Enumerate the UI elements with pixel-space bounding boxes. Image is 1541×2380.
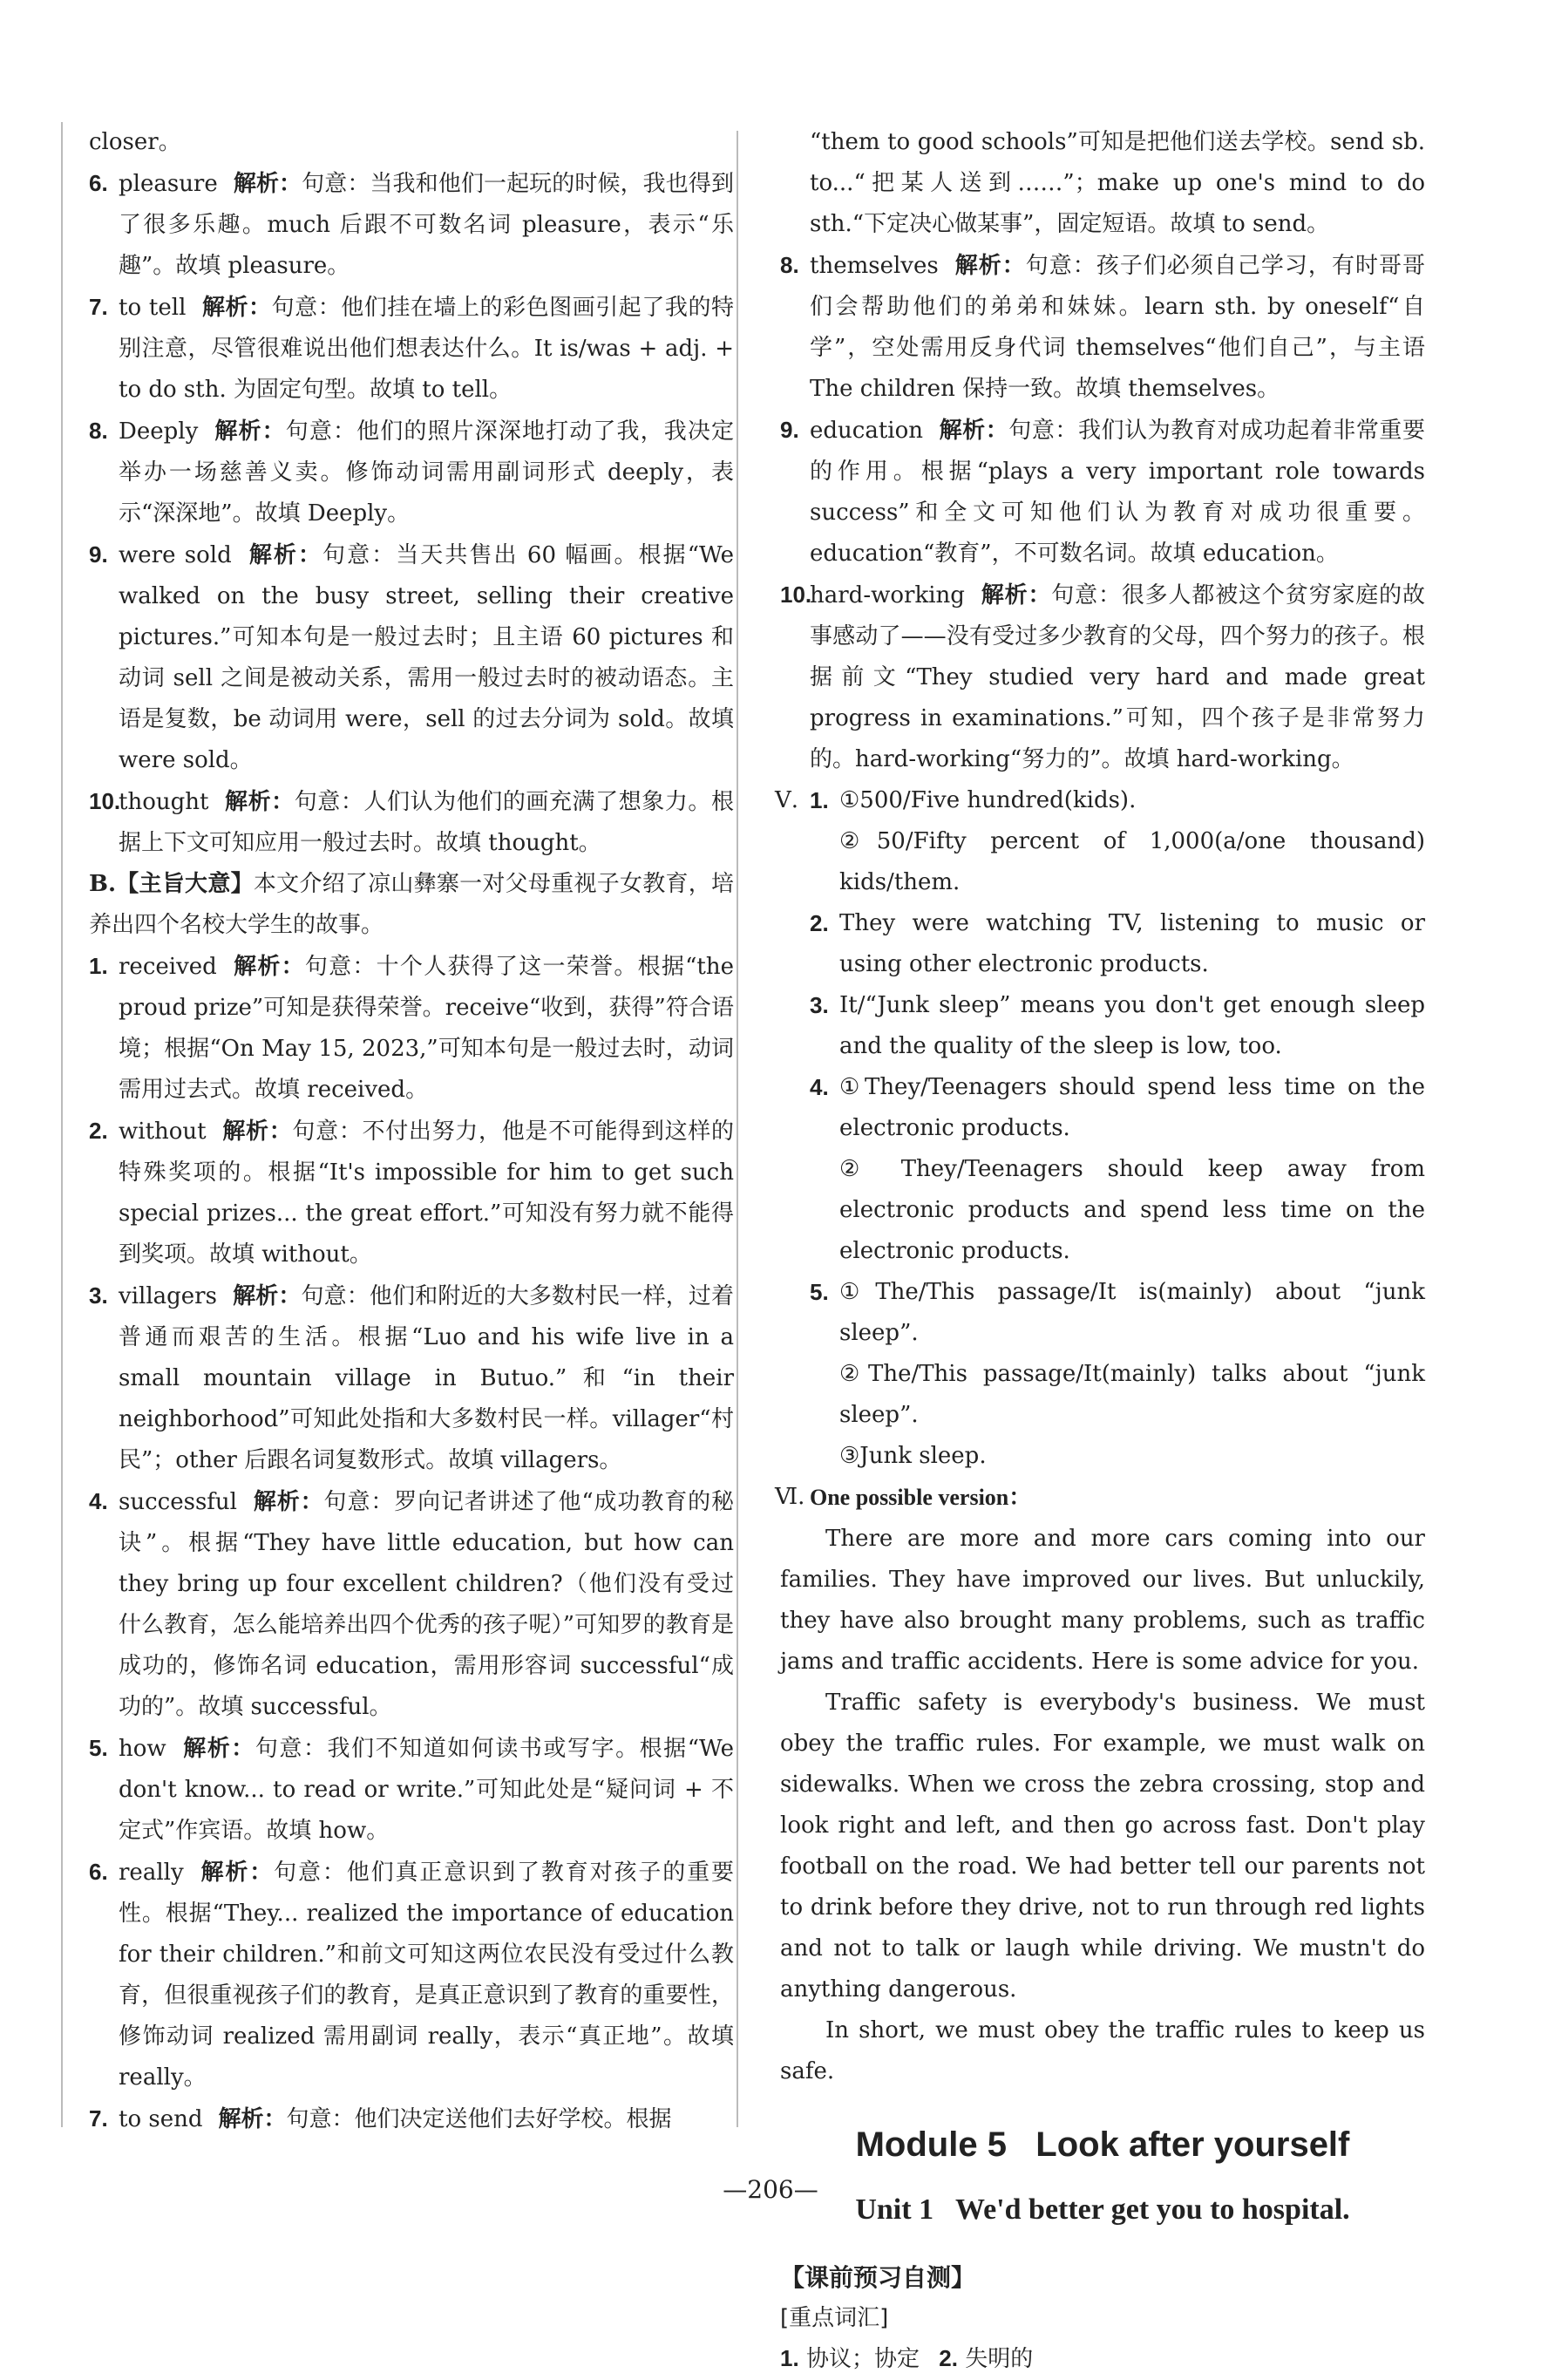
section-v-item <box>810 1272 1425 1477</box>
item-analysis-label: 解析： <box>201 294 272 320</box>
item-analysis-label: 解析： <box>232 1282 302 1309</box>
column-divider <box>737 131 738 2127</box>
item-number: 4. <box>89 1488 108 1514</box>
item-analysis-label: 解析： <box>233 170 302 196</box>
answer-item <box>89 2098 734 2140</box>
item-number: 6. <box>89 170 108 196</box>
item-answer: thought <box>119 789 209 815</box>
item-analysis-text: 句意：十个人获得了这一荣誉。根据“the proud prize”可知是获得荣誉。receive“收到，获得”符合语境；根据“On May 15, 2023,”可知本句是一般过去时，动词需用过去式。故填 received。 <box>119 954 734 1103</box>
item-number: 10. <box>780 581 812 608</box>
item-analysis-label: 解析： <box>939 417 1009 443</box>
vocab-text-2: 失明的 <box>965 2346 1034 2372</box>
section-v <box>775 780 1425 1477</box>
carry-text: closer。 <box>89 129 181 155</box>
answer-item <box>89 1728 734 1852</box>
answers-right <box>780 245 1425 780</box>
answer-item <box>89 163 734 287</box>
item-number: 1. <box>89 953 108 979</box>
item-answer: pleasure <box>119 171 218 197</box>
answer-item <box>780 245 1425 410</box>
essay <box>780 1519 1425 2092</box>
item-answer: how <box>119 1736 166 1762</box>
item-answer: villagers <box>119 1283 217 1309</box>
item-number: 3. <box>89 1282 108 1309</box>
item-line: ② They/Teenagers should keep away from electronic products and spend less time on the electronic products. <box>839 1156 1425 1264</box>
unit-title: Unit 1 We'd better get you to hospital. <box>855 2193 1350 2226</box>
item-answer: successful <box>119 1489 237 1515</box>
item-line: ②The/This passage/It(mainly) talks about “junk sleep”. <box>839 1361 1425 1428</box>
item-analysis-label: 解析： <box>252 1488 324 1514</box>
item-analysis-text: 句意：他们的照片深深地打动了我，我决定举办一场慈善义卖。修饰动词需用副词形式 deeply，表示“深深地”。故填 Deeply。 <box>119 418 734 527</box>
left-column <box>61 122 734 2132</box>
vocab-heading: [重点词汇] <box>780 2305 889 2331</box>
item-number: 7. <box>89 2105 108 2132</box>
item-number: 10. <box>89 788 121 814</box>
item-analysis-label: 解析： <box>214 418 286 444</box>
item-answer: really <box>119 1860 184 1886</box>
answer-item <box>89 1275 734 1481</box>
answers-part-b <box>89 946 734 2140</box>
item-line: ②50/Fifty percent of 1,000(a/one thousand) kids/them. <box>839 828 1425 895</box>
section-v-item <box>810 1067 1425 1272</box>
answer-item <box>89 411 734 534</box>
vocab-text-1: 协议；协定 <box>805 2346 920 2372</box>
preview-heading: 【课前预习自测】 <box>780 2263 976 2292</box>
item-number: 7. <box>89 294 108 320</box>
item-analysis-label: 解析： <box>218 2105 287 2132</box>
item-number: 1. <box>810 787 829 813</box>
item-line: ①They/Teenagers should spend less time on the electronic products. <box>839 1074 1425 1141</box>
item-number: 9. <box>89 541 108 568</box>
item-analysis-text: 句意：很多人都被这个贫穷家庭的故事感动了——没有受过多少教育的父母，四个努力的孩子。根据前文“They studied very hard and made great progress in examinations.”可知，四个孩子是非常努力的。hard-working“努力的”。故填 hard-working。 <box>810 582 1425 772</box>
item-line: ③Junk sleep. <box>839 1443 987 1469</box>
essay-paragraph: In short, we must obey the traffic rules to keep us safe. <box>780 2017 1425 2084</box>
vocab-line <box>780 2338 1425 2380</box>
item-number: 8. <box>780 252 799 278</box>
item-analysis-text: 句意：他们挂在墙上的彩色图画引起了我的特别注意，尽管很难说出他们想表达什么。It is/was + adj. + to do sth. 为固定句型。故填 to tell。 <box>119 295 734 403</box>
item-analysis-label: 解析： <box>224 788 295 814</box>
item-analysis-label: 解析： <box>954 252 1026 278</box>
answer-item <box>89 781 734 864</box>
item-number: 3. <box>810 992 829 1018</box>
item-answer: without <box>119 1119 207 1145</box>
item-analysis-text: 句意：他们决定送他们去好学校。根据 <box>286 2106 672 2132</box>
item-answer: to tell <box>119 295 187 321</box>
section-b-text: 本文介绍了凉山彝寨一对父母重视子女教育，培养出四个名校大学生的故事。 <box>89 871 734 938</box>
module-title: Module 5 Look after yourself <box>855 2125 1350 2164</box>
section-b-summary <box>89 864 734 946</box>
section-v-items <box>810 780 1425 1477</box>
answer-item <box>89 1852 734 2098</box>
answer-item <box>89 1481 734 1728</box>
item-line: ①The/This passage/It is(mainly) about “junk sleep”. <box>839 1279 1425 1346</box>
section-v-label: Ⅴ. <box>775 787 799 813</box>
item-line: They were watching TV, listening to music or using other electronic products. <box>839 910 1425 977</box>
item-analysis-text: 句意：人们认为他们的画充满了想象力。根据上下文可知应用一般过去时。故填 thought。 <box>119 789 734 856</box>
page-number: —206— <box>723 2175 818 2204</box>
answer-item <box>780 575 1425 780</box>
section-vi-heading: One possible version： <box>810 1485 1032 1510</box>
item-line: ①500/Five hundred(kids). <box>839 787 1137 813</box>
item-analysis-text: 句意：罗向记者讲述了他“成功教育的秘诀”。根据“They have little education, but how can they bring up four excellent children?（他们没有受过什么教育，怎么能培养出四个优秀的孩子呢）”可知罗的教育是成功的，修饰名词 education，需用形容词 successful“成功的”。故填 successful。 <box>119 1489 734 1720</box>
item-number: 2. <box>810 910 829 936</box>
essay-paragraph: There are more and more cars coming into our families. They have improved our lives. But unluckily, they have also brought many problems, such as traffic jams and traffic accidents. Here is some advice for you. <box>780 1526 1425 1675</box>
item-analysis-text: 句意：不付出努力，他是不可能得到这样的特殊奖项的。根据“It's impossible for him to get such special prizes... the great effort.”可知没有努力就不能得到奖项。故填 without。 <box>119 1119 734 1268</box>
item-answer: were sold <box>119 542 232 568</box>
item-answer: Deeply <box>119 418 199 445</box>
section-vi <box>775 1477 1425 1519</box>
item-analysis-label: 解析： <box>247 541 323 568</box>
item-analysis-text: 句意：他们和附近的大多数村民一样，过着普通而艰苦的生活。根据“Luo and his wife live in a small mountain village in Butuo.”和“in their neighborhood”可知此处指和大多数村民一样。villager“村民”；other 后跟名词复数形式。故填 villagers。 <box>119 1283 734 1473</box>
item-answer: to send <box>119 2106 203 2132</box>
answers-part-a <box>89 163 734 864</box>
item-analysis-text: 句意：我们认为教育对成功起着非常重要的作用。根据“plays a very important role towards success”和全文可知他们认为教育对成功很重要。education“教育”，不可数名词。故填 education。 <box>810 418 1425 567</box>
answer-item <box>89 1111 734 1275</box>
answer-item <box>89 946 734 1111</box>
section-vi-label: Ⅵ. <box>775 1484 805 1510</box>
carry-item <box>780 122 1425 245</box>
item-number: 8. <box>89 418 108 444</box>
item-analysis-text: 句意：当我和他们一起玩的时候，我也得到了很多乐趣。much 后跟不可数名词 pleasure，表示“乐趣”。故填 pleasure。 <box>119 171 734 279</box>
item-number: 5. <box>89 1735 108 1761</box>
answer-item <box>89 287 734 411</box>
item-analysis-label: 解析： <box>181 1735 255 1761</box>
item-answer: hard-working <box>810 582 965 609</box>
item-analysis-label: 解析： <box>980 581 1052 608</box>
answer-item <box>780 410 1425 575</box>
carry-text: “them to good schools”可知是把他们送去学校。send sb. to...“把某人送到……”；make up one's mind to do sth.“下定决心做某事”，固定短语。故填 to send。 <box>810 129 1425 237</box>
item-analysis-text: 句意：他们真正意识到了教育对孩子的重要性。根据“They... realized the importance of education for their children.”和前文可知这两位农民没有受过什么教育，但很重视孩子们的教育，是真正意识到了教育的重要性，修饰动词 realized 需用副词 really，表示“真正地”。故填 really。 <box>119 1860 734 2091</box>
item-number: 4. <box>810 1074 829 1100</box>
item-answer: education <box>810 418 923 444</box>
section-v-item <box>810 780 1425 903</box>
item-number: 6. <box>89 1859 108 1885</box>
section-b-heading: B.【主旨大意】 <box>89 871 254 897</box>
item-analysis-text: 句意：当天共售出 60 幅画。根据“We walked on the busy street, selling their creative pictures.”可知本句是一般过去时；且主语 60 pictures 和动词 sell 之间是被动关系，需用一般过去时的被动语态。主语是复数，be 动词用 were，sell 的过去分词为 sold。故填 were sold。 <box>119 542 734 773</box>
vocab-num-1: 1. <box>780 2345 799 2371</box>
item-answer: received <box>119 954 217 980</box>
item-number: 9. <box>780 417 799 443</box>
right-column <box>775 122 1425 2380</box>
essay-paragraph: Traffic safety is everybody's business. We must obey the traffic rules. For example, we must walk on sidewalks. When we cross the zebra crossing, stop and look right and left, and then go across fast. Don't play football on the road. We had better tell our parents not to drink before they drive, not to run through red lights and not to talk or laugh while driving. We mustn't do anything dangerous. <box>780 1690 1425 2003</box>
vocab-num-2: 2. <box>939 2345 958 2371</box>
item-answer: themselves <box>810 253 939 279</box>
item-analysis-label: 解析： <box>232 953 305 979</box>
item-number: 2. <box>89 1118 108 1144</box>
item-analysis-text: 句意：孩子们必须自己学习，有时哥哥们会帮助他们的弟弟和妹妹。learn sth. by oneself“自学”，空处需用反身代词 themselves“他们自己”，与主语 The children 保持一致。故填 themselves。 <box>810 253 1425 402</box>
item-line: It/“Junk sleep” means you don't get enough sleep and the quality of the sleep is low, too. <box>839 992 1425 1059</box>
answer-item <box>89 534 734 781</box>
item-analysis-text: 句意：我们不知道如何读书或写字。根据“We don't know... to read or write.”可知此处是“疑问词 + 不定式”作宾语。故填 how。 <box>119 1736 734 1844</box>
item-number: 5. <box>810 1279 829 1305</box>
section-v-item <box>810 903 1425 985</box>
item-analysis-label: 解析： <box>221 1118 293 1144</box>
item-analysis-label: 解析： <box>199 1859 275 1885</box>
section-v-item <box>810 985 1425 1067</box>
